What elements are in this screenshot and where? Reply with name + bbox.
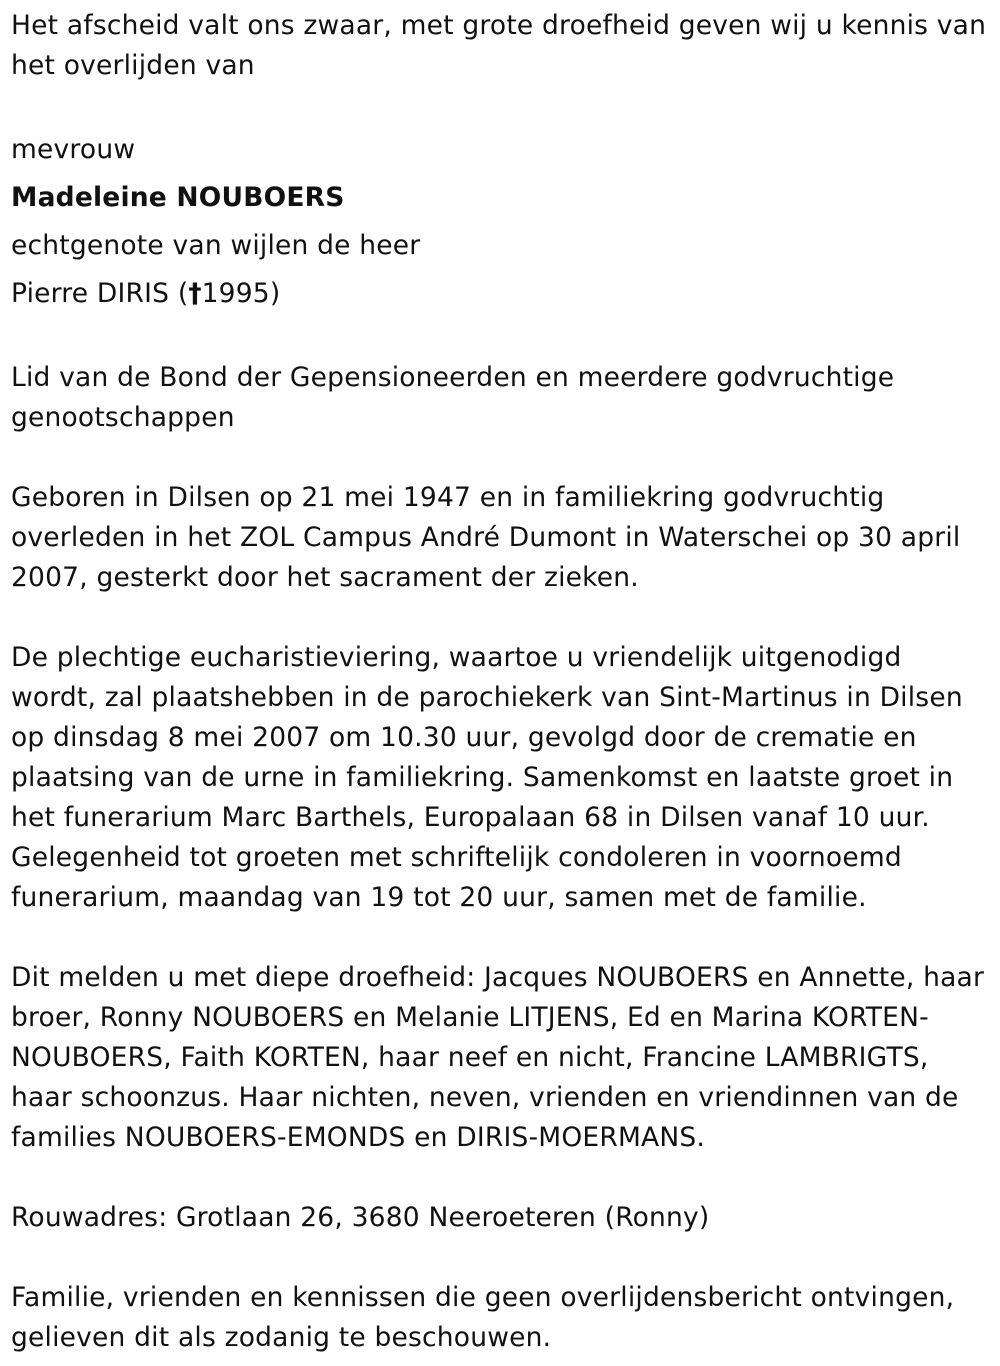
membership-paragraph: Lid van de Bond der Gepensioneerden en meerdere godvruchtige genootschappen [11,362,895,433]
ceremony-paragraph: De plechtige eucharistieviering, waartoe u vriendelijk uitgenodigd wordt, zal plaatshebben in de parochiekerk van Sint-Martinus in Dilsen op dinsdag 8 mei 2007 om 10.30 uur, gevolgd door de crematie en plaatsing van de urne in familiekring. Samenkomst en laatste groet in het funerarium Marc Barthels, Europalaan 68 in Dilsen vanaf 10 uur. Gelegenheid tot groeten met schriftelijk condoleren in voornoemd funerarium, maandag van 19 tot 20 uur, samen met de familie. [11,642,963,913]
spouse-name: Pierre DIRIS ( [11,278,189,309]
spouse-line [11,270,993,318]
deceased-block [11,126,993,318]
relation-text: echtgenote van wijlen de heer [11,230,421,261]
birth-death-paragraph: Geboren in Dilsen op 21 mei 1947 en in familiekring godvruchtig overleden in het ZOL Campus André Dumont in Waterschei op 30 april 2007, gesterkt door het sacrament der zieken. [11,482,961,593]
honorific: mevrouw [11,134,136,165]
address-paragraph: Rouwadres: Grotlaan 26, 3680 Neeroeteren (Ronny) [11,1202,710,1233]
obituary-document [11,6,993,1358]
deceased-name: Madeleine NOUBOERS [11,182,345,213]
family-paragraph: Dit melden u met diepe droefheid: Jacques NOUBOERS en Annette, haar broer, Ronny NOUBOERS en Melanie LITJENS, Ed en Marina KORTEN-NOUBOERS, Faith KORTEN, haar neef en nicht, Francine LAMBRIGTS, haar schoonzus. Haar nichten, neven, vrienden en vriendinnen van de families NOUBOERS-EMONDS en DIRIS-MOERMANS. [11,962,985,1153]
cross-icon: † [188,278,202,309]
closing-paragraph: Familie, vrienden en kennissen die geen overlijdensbericht ontvingen, gelieven dit als zodanig te beschouwen. [11,1282,955,1353]
intro-paragraph: Het afscheid valt ons zwaar, met grote droefheid geven wij u kennis van het overlijden van [11,10,987,81]
spouse-death-year: 1995) [201,278,281,309]
